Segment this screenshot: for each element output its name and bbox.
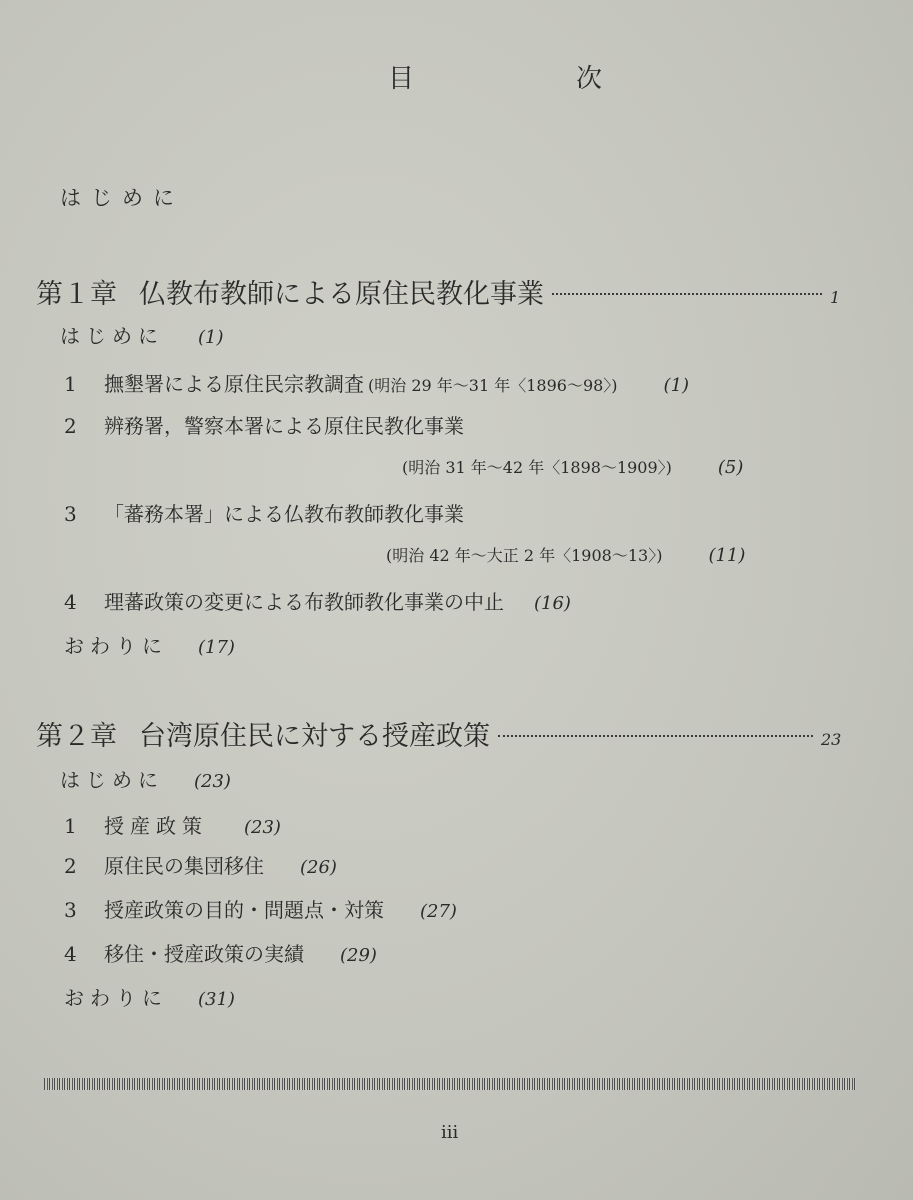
chapter-1-label: 第１章	[36, 279, 117, 310]
chapter-2-intro	[60, 764, 231, 793]
item-title: 授産政策	[104, 814, 208, 838]
chapter-1-heading	[36, 272, 840, 311]
decorative-rule	[44, 1078, 856, 1090]
item-number: 3	[64, 898, 77, 922]
item-page: (23)	[244, 817, 281, 838]
outro-page: (31)	[198, 989, 235, 1010]
item-page: (29)	[340, 945, 377, 966]
item-period: (明治 42 年～大正 2 年〈1908～13〉)	[386, 546, 663, 565]
item-page: (5)	[717, 457, 744, 478]
item-title: 原住民の集団移住	[104, 854, 264, 878]
item-page: (27)	[420, 901, 457, 922]
chapter-2-heading	[36, 714, 841, 753]
toc-item	[64, 368, 689, 397]
item-number: 1	[64, 372, 77, 396]
toc-item	[64, 938, 377, 967]
outro-label: おわりに	[64, 634, 168, 658]
item-number: 2	[64, 854, 77, 878]
intro-label: はじめに	[60, 324, 164, 348]
item-number: 2	[64, 414, 77, 438]
item-page: (11)	[708, 545, 746, 566]
leader-dots	[552, 293, 822, 295]
item-number: 4	[64, 942, 77, 966]
item-number: 1	[64, 814, 77, 838]
item-page: (26)	[300, 857, 337, 878]
item-period: (明治 31 年～42 年〈1898～1909〉)	[402, 458, 672, 477]
item-title: 「蕃務本署」による仏教布教師教化事業	[104, 502, 464, 526]
intro-page: (23)	[194, 771, 231, 792]
item-page: (16)	[534, 593, 571, 614]
preface-entry: はじめに	[60, 186, 184, 210]
chapter-1-title: 仏教布教師による原住民教化事業	[139, 279, 544, 310]
chapter-2-outro	[64, 982, 235, 1011]
chapter-1-page: 1	[830, 288, 841, 307]
chapter-2-page: 23	[821, 730, 842, 749]
toc-item	[64, 894, 457, 923]
chapter-1-intro	[60, 320, 224, 349]
item-title: 辨務署，警察本署による原住民教化事業	[104, 414, 464, 438]
toc-item	[64, 410, 464, 439]
item-title: 移住・授産政策の実績	[104, 942, 304, 966]
toc-item-period-row	[402, 455, 743, 478]
intro-label: はじめに	[60, 768, 164, 792]
item-number: 4	[64, 590, 77, 614]
item-title: 理蕃政策の変更による布教師教化事業の中止	[104, 590, 504, 614]
intro-page: (1)	[198, 327, 224, 348]
item-title: 授産政策の目的・問題点・対策	[104, 898, 384, 922]
item-title: 撫墾署による原住民宗教調査	[104, 372, 364, 396]
outro-page: (17)	[198, 637, 235, 658]
page-title: 目 次	[388, 64, 671, 94]
chapter-2-title: 台湾原住民に対する授産政策	[139, 721, 490, 752]
toc-item	[64, 586, 571, 615]
toc-item	[64, 810, 281, 839]
item-period: (明治 29 年～31 年〈1896～98〉)	[368, 376, 618, 395]
toc-item-period-row	[386, 543, 745, 566]
toc-item	[64, 850, 337, 879]
item-page: (1)	[663, 375, 690, 396]
chapter-1-outro	[64, 630, 235, 659]
item-number: 3	[64, 502, 77, 526]
chapter-2-label: 第２章	[36, 721, 117, 752]
outro-label: おわりに	[64, 986, 168, 1010]
leader-dots	[498, 735, 813, 737]
toc-item	[64, 498, 464, 527]
page-number: iii	[441, 1122, 459, 1143]
